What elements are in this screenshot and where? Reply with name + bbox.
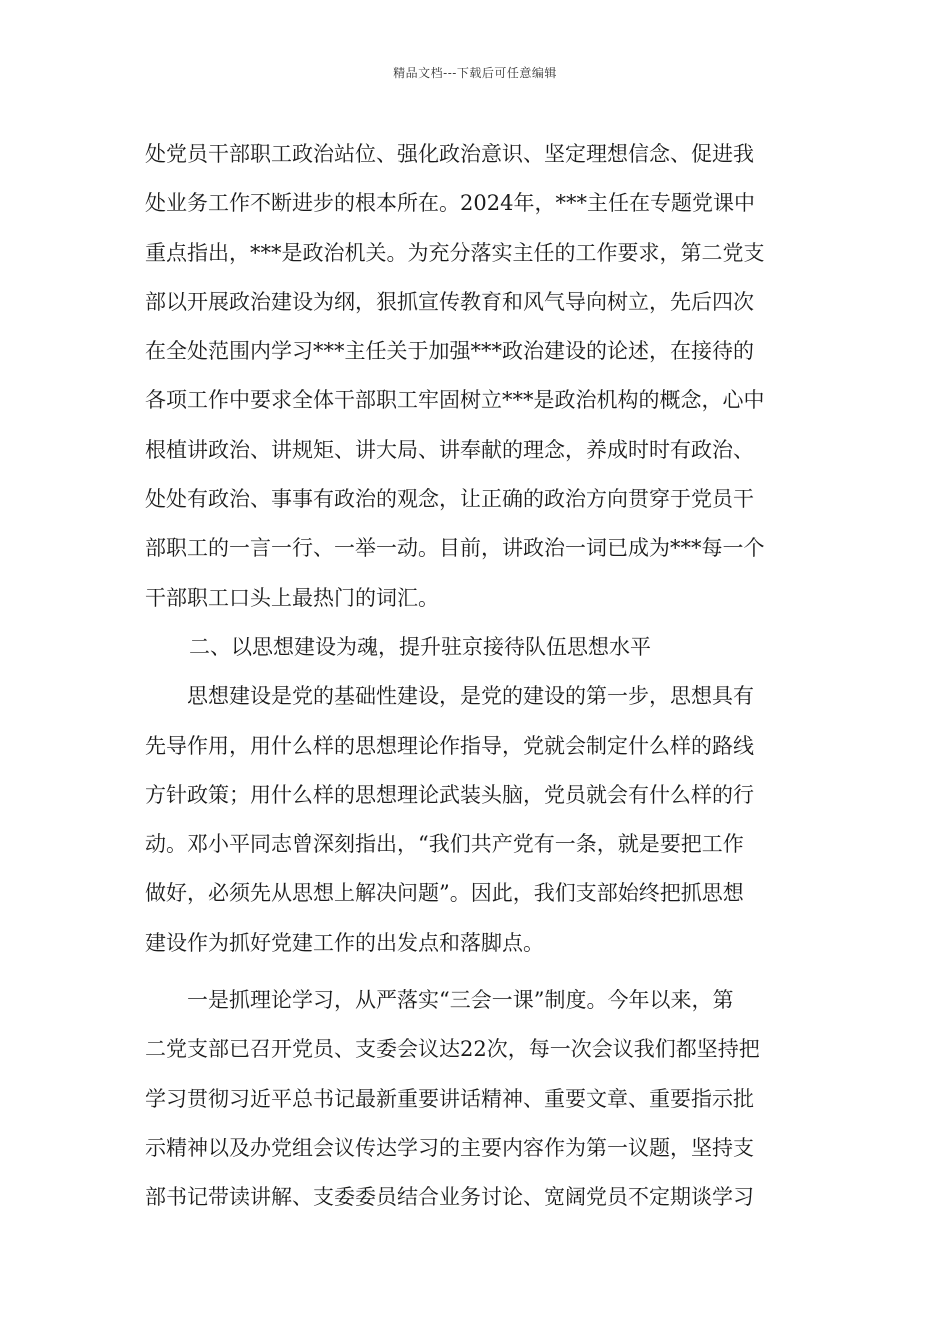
text-line: 干部职工口头上最热门的词汇。 bbox=[145, 585, 439, 610]
section-heading bbox=[145, 623, 809, 672]
text-line: 建设作为抓好党建工作的出发点和落脚点。 bbox=[145, 930, 544, 955]
page-header: 精品文档---下载后可任意编辑 bbox=[393, 66, 557, 80]
text-line: 处处有政治、事事有政治的观念，让正确的政治方向贯穿于党员干 bbox=[145, 487, 754, 512]
text-line: 各项工作中要求全体干部职工牢固树立***是政治机构的概念，心中 bbox=[145, 388, 765, 413]
paragraph-gap bbox=[145, 968, 809, 976]
text-line: 根植讲政治、讲规矩、讲大局、讲奉献的理念，养成时时有政治、 bbox=[145, 437, 754, 462]
paragraph bbox=[145, 976, 809, 1222]
paragraph bbox=[145, 672, 809, 968]
paragraph bbox=[145, 130, 809, 623]
text-line: 学习贯彻习近平总书记最新重要讲话精神、重要文章、重要指示批 bbox=[145, 1086, 754, 1111]
text-line: 做好，必须先从思想上解决问题”。因此，我们支部始终把抓思想 bbox=[145, 881, 744, 906]
text-line: 处业务工作不断进步的根本所在。2024年，***主任在专题党课中 bbox=[145, 191, 755, 216]
heading-line: 二、以思想建设为魂，提升驻京接待队伍思想水平 bbox=[189, 634, 651, 659]
text-line: 先导作用，用什么样的思想理论作指导，党就会制定什么样的路线 bbox=[145, 733, 754, 758]
text-line: 重点指出，***是政治机关。为充分落实主任的工作要求，第二党支 bbox=[145, 240, 765, 265]
text-line: 动。邓小平同志曾深刻指出，“我们共产党有一条，就是要把工作 bbox=[145, 832, 744, 857]
text-line: 部职工的一言一行、一举一动。目前，讲政治一词已成为***每一个 bbox=[145, 536, 765, 561]
text-line: 处党员干部职工政治站位、强化政治意识、坚定理想信念、促进我 bbox=[145, 142, 754, 166]
text-line: 部书记带读讲解、支委委员结合业务讨论、宽阔党员不定期谈学习 bbox=[145, 1185, 754, 1210]
document-body bbox=[145, 130, 809, 1223]
text-line: 在全处范围内学习***主任关于加强***政治建设的论述，在接待的 bbox=[145, 339, 754, 364]
text-line: 方针政策；用什么样的思想理论武装头脑，党员就会有什么样的行 bbox=[145, 782, 754, 807]
text-line: 示精神以及办党组会议传达学习的主要内容作为第一议题，坚持支 bbox=[145, 1135, 754, 1160]
text-line: 一是抓理论学习，从严落实“三会一课”制度。今年以来，第 bbox=[187, 988, 734, 1013]
text-line: 思想建设是党的基础性建设，是党的建设的第一步，思想具有 bbox=[187, 684, 754, 709]
text-line: 部以开展政治建设为纲，狠抓宣传教育和风气导向树立，先后四次 bbox=[145, 289, 754, 314]
text-line: 二党支部已召开党员、支委会议达22次，每一次会议我们都坚持把 bbox=[145, 1037, 760, 1062]
